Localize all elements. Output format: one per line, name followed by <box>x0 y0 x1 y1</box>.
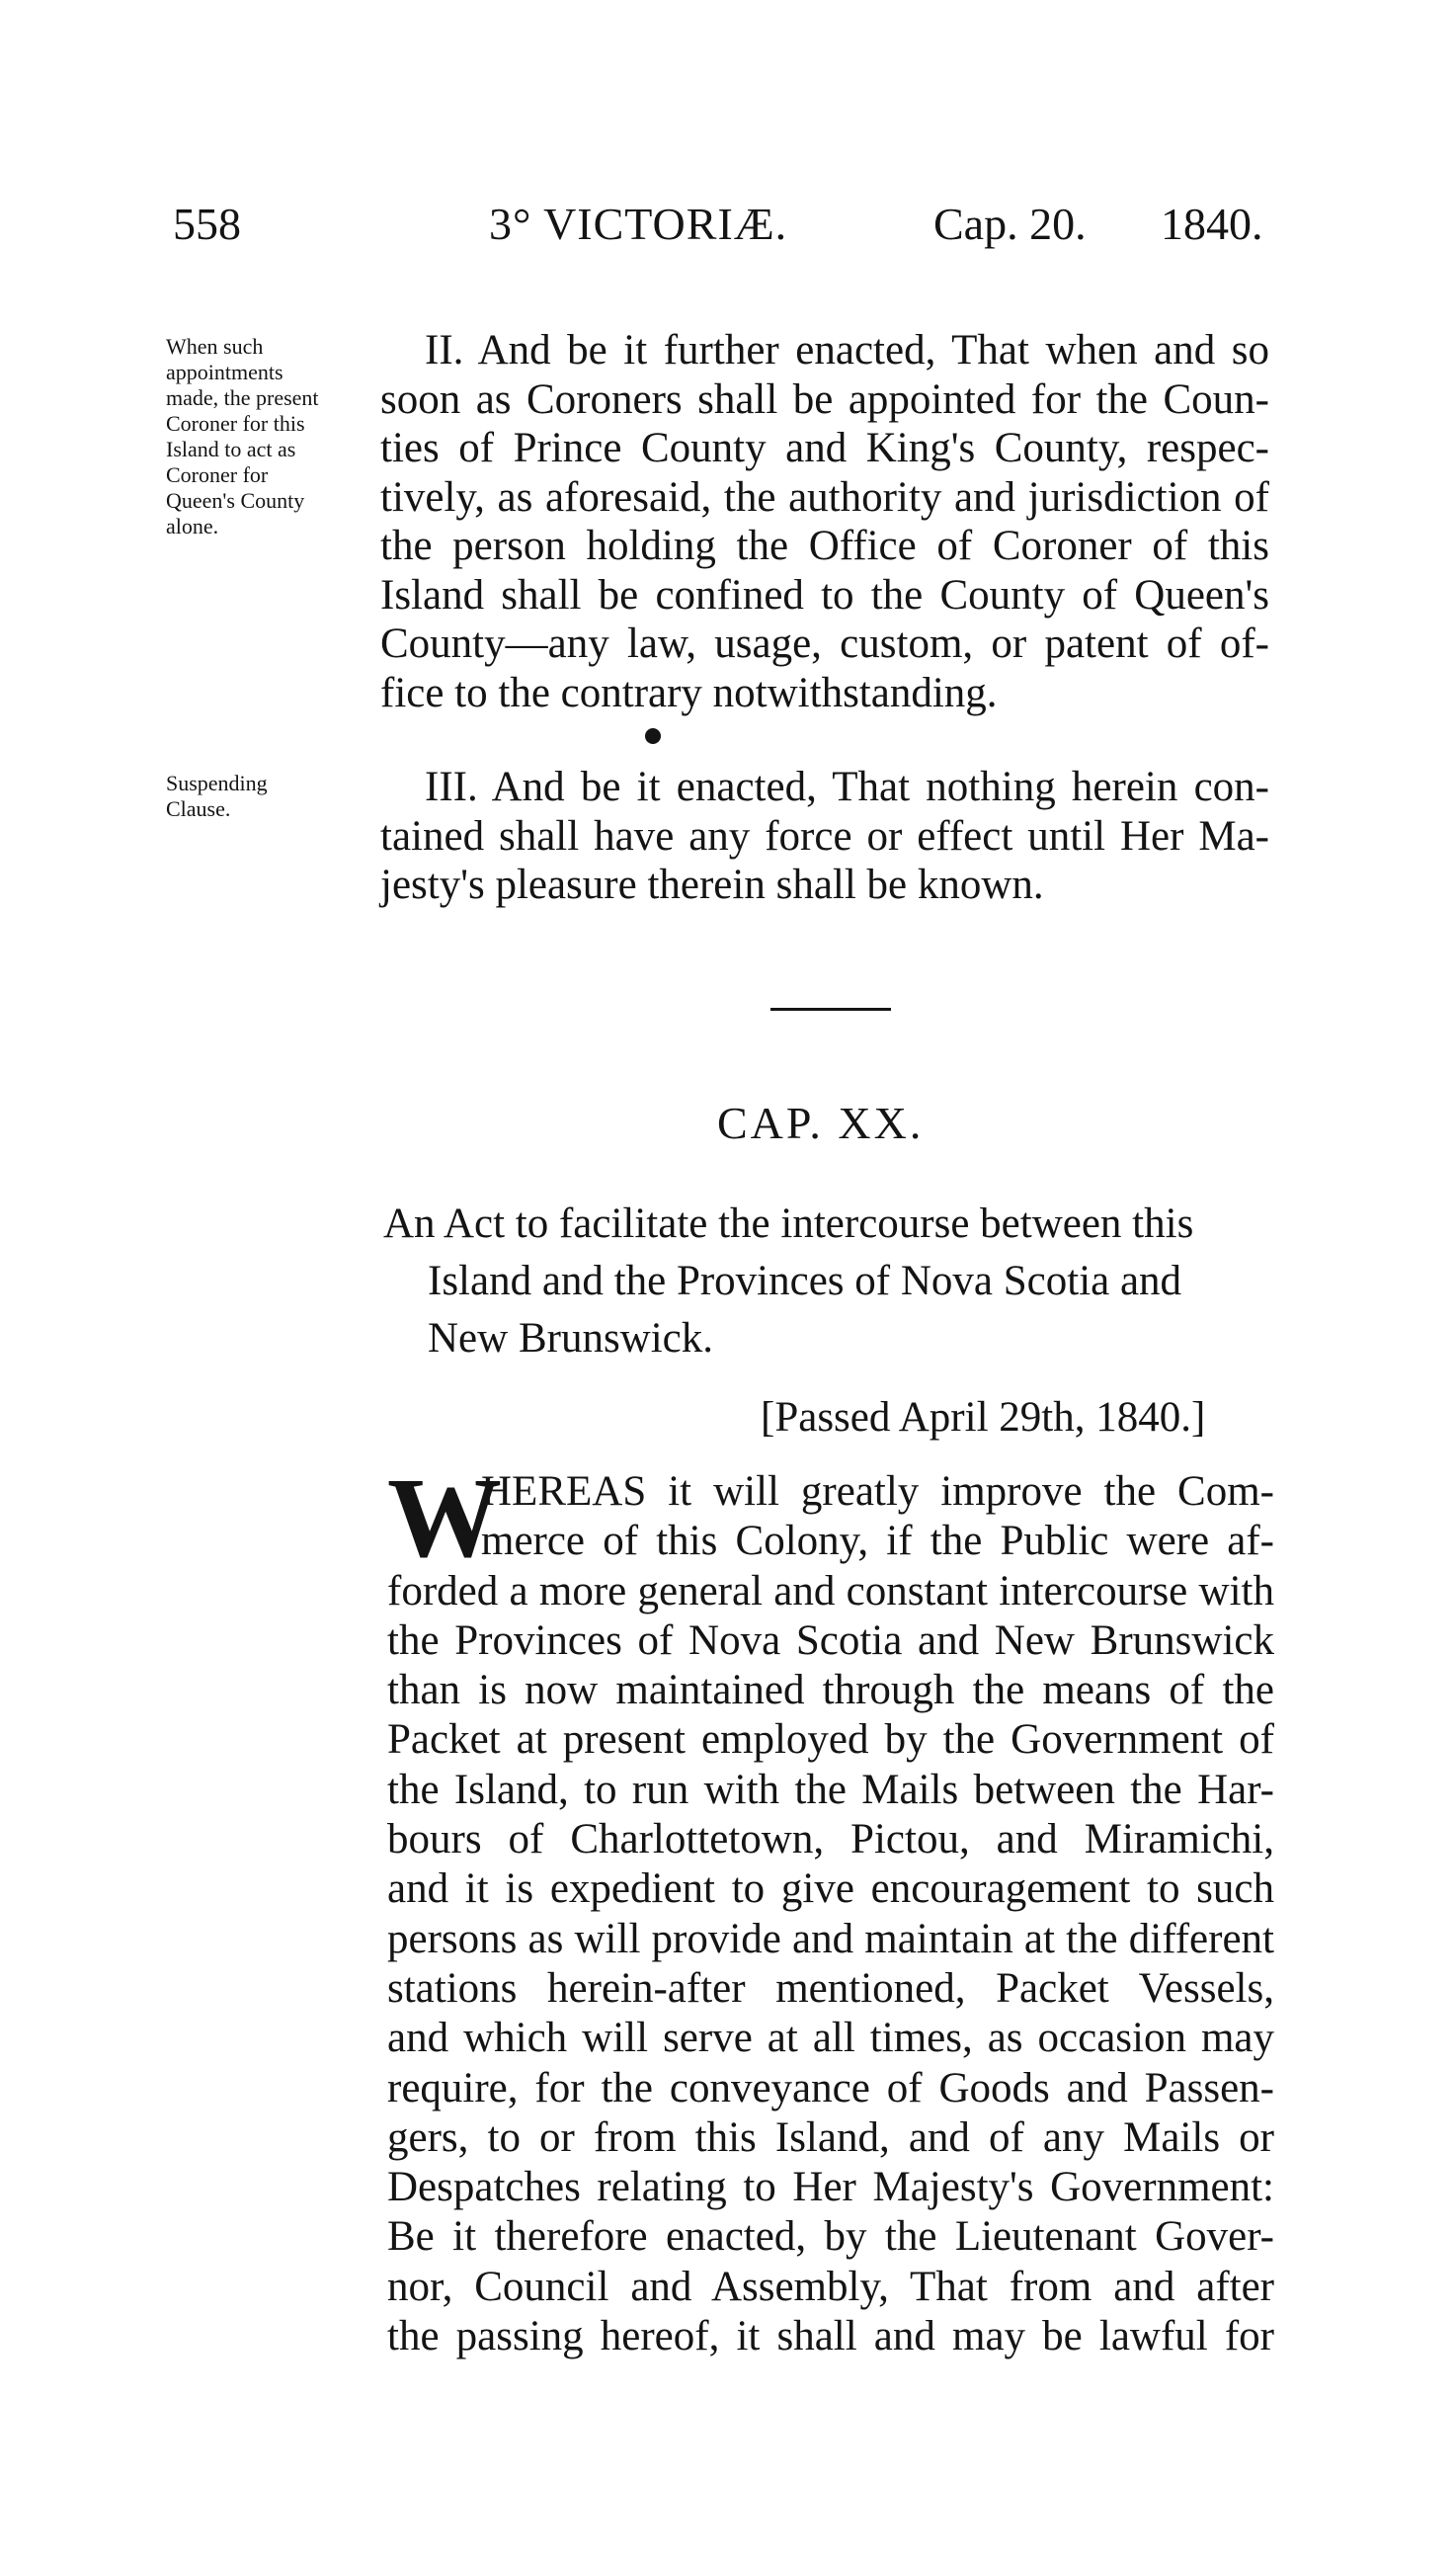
section-line: fice to the contrary notwithstanding. <box>380 669 998 716</box>
running-head-reign: 3° VICTORIÆ. <box>489 199 788 249</box>
preamble-line: and which will serve at all times, as occasion may <box>387 2015 1274 2062</box>
chapter-heading: CAP. XX. <box>717 1098 925 1148</box>
section-line: tained shall have any force or effect until Her Ma- <box>380 812 1269 860</box>
section-line: soon as Coroners shall be appointed for the Coun- <box>380 375 1269 423</box>
preamble-line: and it is expedient to give encouragement to such <box>387 1865 1274 1913</box>
running-head-year: 1840. <box>1161 199 1263 249</box>
preamble-line: bours of Charlottetown, Pictou, and Miramichi, <box>387 1816 1274 1863</box>
preamble-line: Despatches relating to Her Majesty's Government: <box>387 2164 1274 2211</box>
separator-dot <box>645 728 661 744</box>
preamble-line: the Island, to run with the Mails between the Har- <box>387 1766 1274 1813</box>
passed-date: [Passed April 29th, 1840.] <box>761 1394 1206 1441</box>
section-line: II. And be it further enacted, That when and so <box>425 327 1269 373</box>
section-rule <box>770 1008 891 1011</box>
preamble-line: the passing hereof, it shall and may be lawful for <box>387 2313 1274 2360</box>
side-note-line: alone. <box>166 514 219 538</box>
act-title-line: New Brunswick. <box>428 1315 714 1362</box>
act-title-line: An Act to facilitate the intercourse between this <box>383 1200 1194 1247</box>
side-note-line: Suspending <box>166 771 268 795</box>
section-line: Island shall be confined to the County of Queen's <box>380 571 1269 619</box>
preamble-line: persons as will provide and maintain at the different <box>387 1915 1274 1962</box>
preamble-line: Packet at present employed by the Government of <box>387 1716 1274 1764</box>
running-head <box>173 198 1279 257</box>
preamble-line: forded a more general and constant intercourse with <box>387 1567 1274 1614</box>
preamble-line: require, for the conveyance of Goods and Passen- <box>387 2064 1274 2111</box>
side-note-line: Queen's County <box>166 488 305 513</box>
section-ii <box>380 326 1269 717</box>
section-line: jesty's pleasure therein shall be known. <box>380 862 1044 908</box>
preamble-line: nor, Council and Assembly, That from and after <box>387 2263 1274 2310</box>
side-note-line: When such <box>166 334 264 359</box>
side-note-suspending-clause <box>166 771 373 822</box>
side-note-line: made, the present <box>166 385 319 410</box>
section-iii <box>380 763 1269 910</box>
drop-cap: W <box>387 1455 502 1582</box>
preamble <box>387 1455 1274 2361</box>
section-line: ties of Prince County and King's County, respec- <box>380 425 1269 471</box>
side-note-coroner <box>166 334 373 539</box>
preamble-line: gers, to or from this Island, and of any Mails or <box>387 2113 1274 2161</box>
side-note-line: Clause. <box>166 796 231 821</box>
side-note-line: Island to act as <box>166 437 296 461</box>
preamble-line: HEREAS it will greatly improve the Com- <box>481 1468 1274 1515</box>
side-note-line: Coroner for this <box>166 411 305 436</box>
side-note-line: Coroner for <box>166 462 269 487</box>
section-line: III. And be it enacted, That nothing herein con- <box>425 764 1269 810</box>
page-number: 558 <box>173 199 241 249</box>
preamble-line: than is now maintained through the means of the <box>387 1667 1274 1714</box>
act-title <box>383 1196 1272 1367</box>
preamble-line: the Provinces of Nova Scotia and New Brunswick <box>387 1616 1274 1664</box>
preamble-line: Be it therefore enacted, by the Lieutenant Gover- <box>387 2213 1274 2261</box>
running-head-chapter: Cap. 20. <box>933 199 1087 249</box>
preamble-line: stations herein-after mentioned, Packet Vessels, <box>387 1964 1274 2012</box>
section-line: the person holding the Office of Coroner of this <box>380 523 1269 569</box>
side-note-line: appointments <box>166 360 283 384</box>
act-title-line: Island and the Provinces of Nova Scotia and <box>428 1258 1182 1304</box>
preamble-line: merce of this Colony, if the Public were af- <box>481 1518 1274 1565</box>
section-line: tively, as aforesaid, the authority and jurisdiction of <box>380 473 1269 521</box>
section-line: County—any law, usage, custom, or patent of of- <box>380 621 1269 667</box>
